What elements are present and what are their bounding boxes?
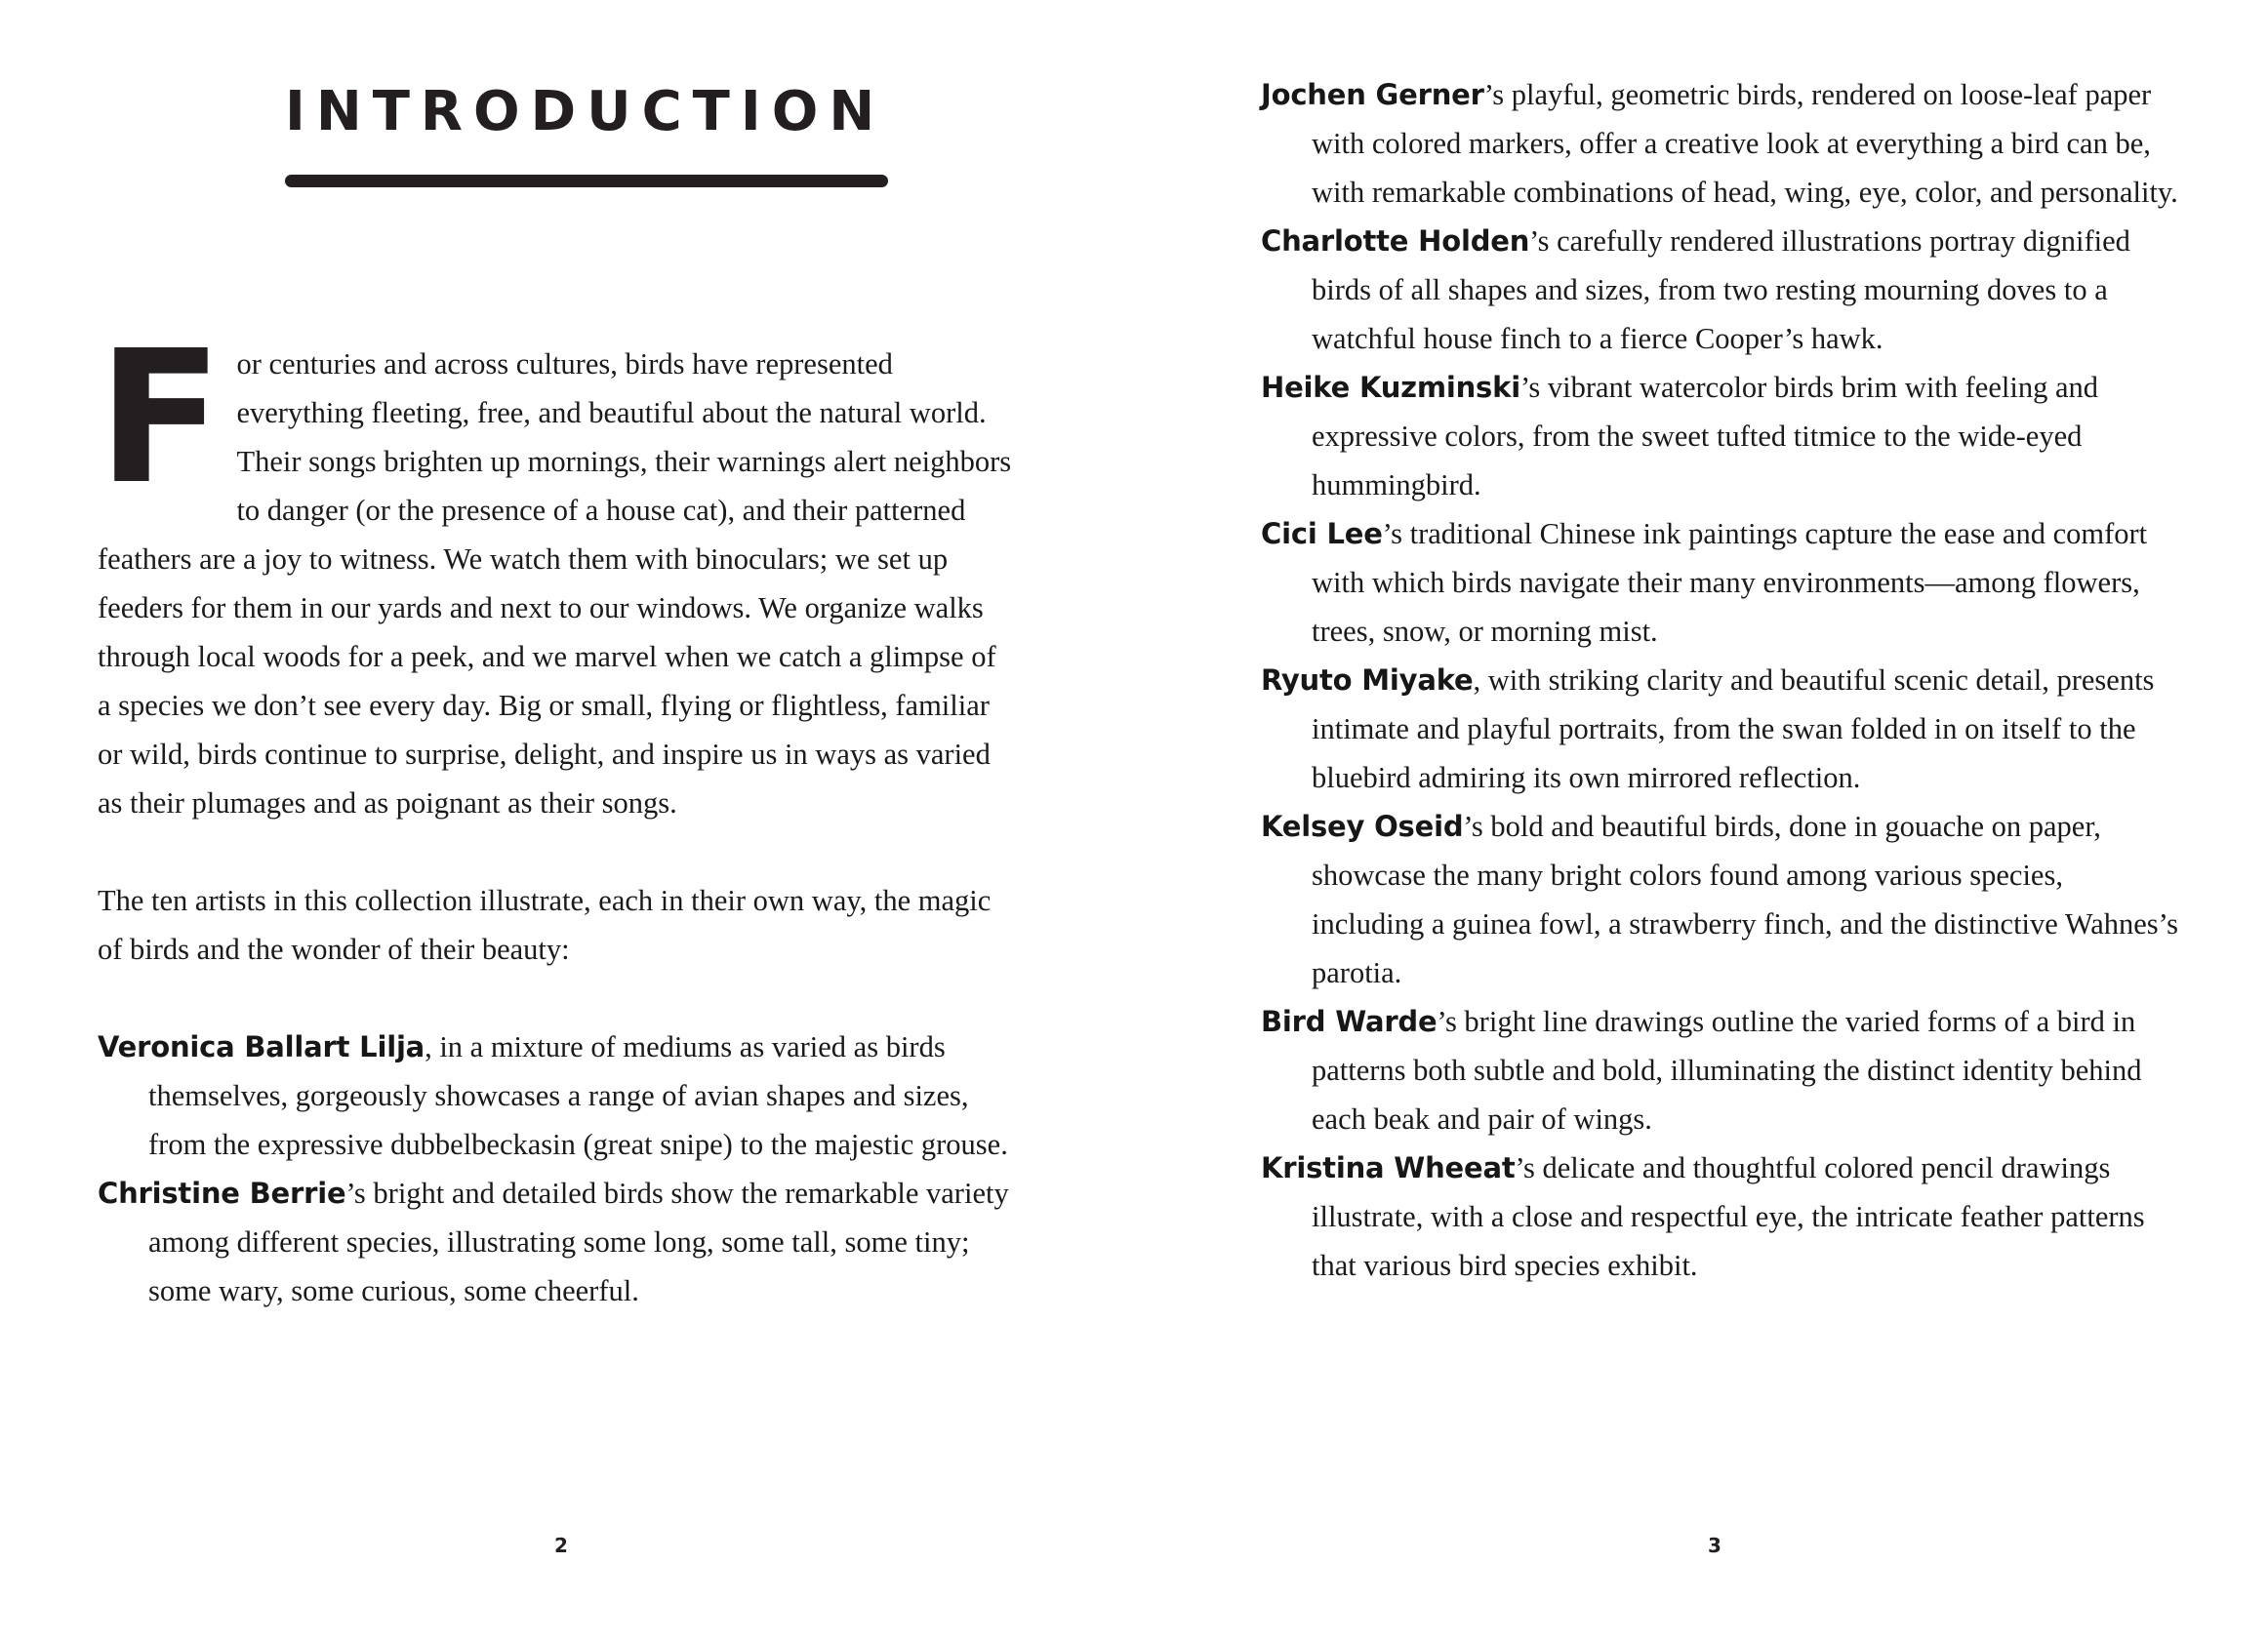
artist-description: ’s traditional Chinese ink paintings capture the ease and comfort with which birds navigate their many environments—among flowers, trees, snow, or morning mist. bbox=[1312, 517, 2148, 648]
artist-name: Kristina Wheeat bbox=[1261, 1151, 1516, 1184]
page-title: INTRODUCTION bbox=[285, 80, 886, 143]
list-item bbox=[98, 1169, 1015, 1315]
page-left-content bbox=[98, 59, 1015, 1315]
artist-name: Ryuto Miyake bbox=[1261, 663, 1474, 697]
introduction-body bbox=[98, 310, 1015, 974]
page-number-left: 2 bbox=[554, 1534, 568, 1557]
list-item bbox=[1261, 802, 2178, 997]
artist-description: ’s vibrant watercolor birds brim with feeling and expressive colors, from the sweet tufted titmice to the wide-eyed hummingbird. bbox=[1312, 371, 2098, 501]
artist-description: ’s playful, geometric birds, rendered on loose-leaf paper with colored markers, offer a creative look at everything a bird can be, with remarkable combinations of head, wing, eye, color, and personality. bbox=[1312, 78, 2178, 209]
list-item bbox=[1261, 217, 2178, 363]
artist-name: Kelsey Oseid bbox=[1261, 810, 1464, 843]
drop-cap: F bbox=[98, 310, 222, 525]
artist-description: ’s bright line drawings outline the varied forms of a bird in patterns both subtle and bold, illuminating the distinct identity behind each beak and pair of wings. bbox=[1312, 1005, 2142, 1136]
artist-name: Heike Kuzminski bbox=[1261, 371, 1520, 404]
transition-paragraph: The ten artists in this collection illustrate, each in their own way, the magic of birds and the wonder of their beauty: bbox=[98, 883, 992, 966]
artist-name: Christine Berrie bbox=[98, 1176, 346, 1210]
list-item bbox=[1261, 997, 2178, 1143]
artist-name: Charlotte Holden bbox=[1261, 224, 1530, 258]
artist-list-left bbox=[98, 1022, 1015, 1315]
opening-paragraph-text: or centuries and across cultures, birds have represented everything fleeting, free, and beautiful about the natural world. Their songs brighten up mornings, their warnings alert neighbors to danger (or the presence of a house cat), and their patterned feathers are a joy to witness. We watch them with binoculars; we set up feeders for them in our yards and next to our windows. We organize walks through local woods for a peek, and we marvel when we catch a glimpse of a species we don’t see every day. Big or small, flying or flightless, familiar or wild, birds continue to surprise, delight, and inspire us in ways as varied as their plumages and as poignant as their songs. bbox=[98, 346, 1012, 820]
artist-description: ’s carefully rendered illustrations portray dignified birds of all shapes and sizes, from two resting mourning doves to a watchful house finch to a fierce Cooper’s hawk. bbox=[1312, 224, 2130, 355]
list-item bbox=[1261, 1143, 2178, 1290]
list-item bbox=[1261, 363, 2178, 509]
artist-name: Jochen Gerner bbox=[1261, 78, 1484, 111]
page-right-content bbox=[1261, 59, 2178, 1290]
title-underline-rule bbox=[285, 175, 888, 187]
artist-list-right bbox=[1261, 59, 2178, 1290]
artist-description: ’s bold and beautiful birds, done in gouache on paper, showcase the many bright colors found among various species, including a guinea fowl, a strawberry finch, and the distinctive Wahnes’s parotia. bbox=[1312, 810, 2179, 989]
opening-paragraph bbox=[98, 310, 1015, 827]
list-item bbox=[1261, 509, 2178, 656]
artist-name: Bird Warde bbox=[1261, 1005, 1438, 1038]
page-right bbox=[1134, 0, 2268, 1643]
artist-description: ’s bright and detailed birds show the remarkable variety among different species, illustrating some long, some tall, some tiny; some wary, some curious, some cheerful. bbox=[148, 1176, 1009, 1307]
artist-name: Cici Lee bbox=[1261, 517, 1383, 550]
page-number-right: 3 bbox=[1708, 1534, 1721, 1557]
artist-description: ’s delicate and thoughtful colored pencil drawings illustrate, with a close and respectful eye, the intricate feather patterns that various bird species exhibit. bbox=[1312, 1151, 2145, 1282]
artist-description: , with striking clarity and beautiful scenic detail, presents intimate and playful portraits, from the swan folded in on itself to the bluebird admiring its own mirrored reflection. bbox=[1312, 663, 2155, 794]
list-item bbox=[1261, 656, 2178, 802]
artist-description: , in a mixture of mediums as varied as birds themselves, gorgeously showcases a range of avian shapes and sizes, from the expressive dubbelbeckasin (great snipe) to the majestic grouse. bbox=[148, 1029, 1008, 1161]
list-item bbox=[1261, 70, 2178, 217]
list-item bbox=[98, 1022, 1015, 1169]
artist-name: Veronica Ballart Lilja bbox=[98, 1029, 425, 1063]
